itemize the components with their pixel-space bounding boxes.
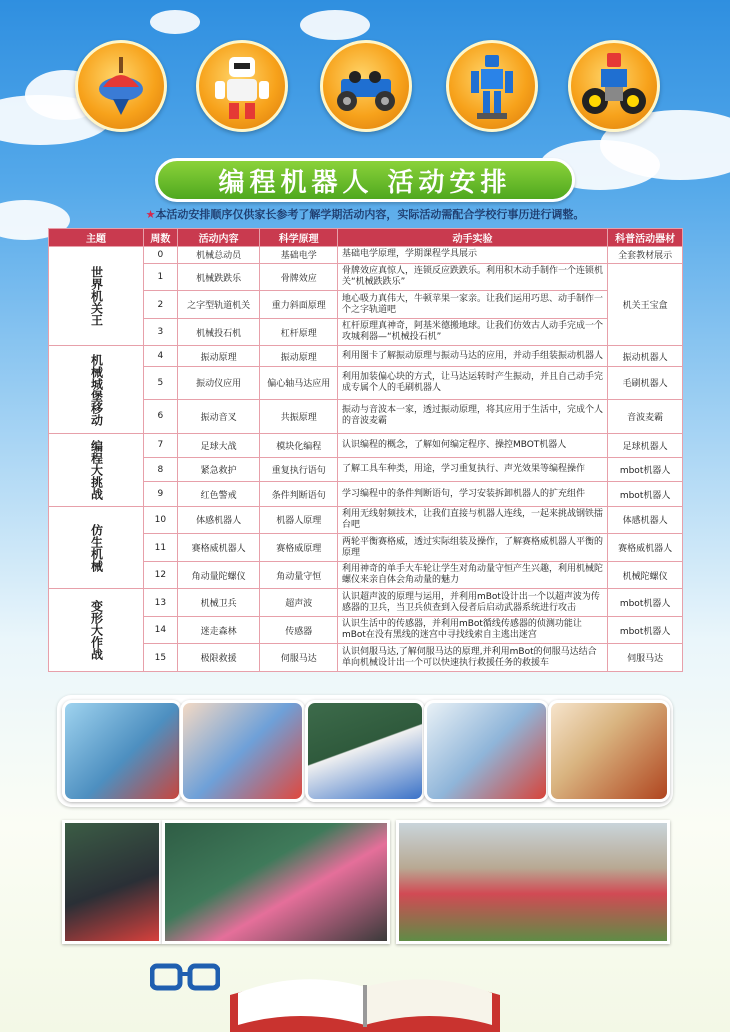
table-row: [49, 644, 683, 672]
experiment-cell: 认识超声波的原理与运用，并利用mBot设计出一个以超声波为传感器的卫兵，当卫兵侦查到入侵者后启动武器系统进行攻击: [337, 589, 607, 617]
content-cell: 红色警戒: [177, 482, 260, 506]
principle-cell: 重复执行语句: [260, 458, 337, 482]
experiment-cell: 利用加装偏心块的方式，让马达运转时产生振动，并且自己动手完成专属个人的毛刷机器人: [337, 366, 607, 399]
week-cell: 10: [144, 506, 178, 534]
material-cell: 毛刷机器人: [608, 366, 683, 399]
week-cell: 14: [144, 616, 178, 644]
principle-cell: 角动量守恒: [260, 561, 337, 589]
content-cell: 振动仪应用: [177, 366, 260, 399]
week-cell: 8: [144, 458, 178, 482]
week-cell: 3: [144, 318, 178, 346]
experiment-cell: 了解工具车种类，用途，学习重复执行、声光效果等编程操作: [337, 458, 607, 482]
theme-cell: 编程大挑战: [49, 433, 144, 506]
principle-cell: 偏心轴马达应用: [260, 366, 337, 399]
week-cell: 5: [144, 366, 178, 399]
week-cell: 6: [144, 400, 178, 434]
material-cell: mbot机器人: [608, 589, 683, 617]
table-row: [49, 247, 683, 264]
robot-icon: [196, 40, 288, 132]
week-cell: 13: [144, 589, 178, 617]
header-principle: 科学原理: [260, 229, 337, 247]
week-cell: 0: [144, 247, 178, 264]
glasses-icon: [150, 960, 220, 996]
content-cell: 足球大战: [177, 433, 260, 457]
week-cell: 4: [144, 346, 178, 366]
table-row: [49, 506, 683, 534]
header-material: 科普活动器材: [608, 229, 683, 247]
material-cell: 全套教材展示: [608, 247, 683, 264]
principle-cell: 振动原理: [260, 346, 337, 366]
principle-cell: 传感器: [260, 616, 337, 644]
week-cell: 2: [144, 291, 178, 319]
material-cell: 机械陀螺仪: [608, 561, 683, 589]
week-cell: 15: [144, 644, 178, 672]
classroom-photo: [180, 700, 305, 802]
cloud: [300, 10, 370, 40]
experiment-cell: 认识生活中的传感器，并利用mBot循线传感器的侦测功能让mBot在没有黑线的迷宫中寻找线索自主逃出迷宫: [337, 616, 607, 644]
experiment-cell: 学习编程中的条件判断语句，学习安装拆卸机器人的扩充组件: [337, 482, 607, 506]
table-row: [49, 616, 683, 644]
table-row: [49, 482, 683, 506]
content-cell: 紧急救护: [177, 458, 260, 482]
classroom-photo: [305, 700, 425, 802]
group-photo: [396, 820, 670, 944]
mbot-car-icon: [320, 40, 412, 132]
experiment-cell: 杠杆原理真神奇，阿基米德搬地球。让我们仿效古人动手完成一个攻城利器—“机械投石机”: [337, 318, 607, 346]
week-cell: 1: [144, 263, 178, 291]
table-row: [49, 263, 683, 291]
table-row: [49, 589, 683, 617]
cloud: [150, 10, 200, 34]
material-cell: 振动机器人: [608, 346, 683, 366]
content-cell: 机械卫兵: [177, 589, 260, 617]
table-header-row: [49, 229, 683, 247]
classroom-photo: [62, 700, 182, 802]
content-cell: 角动量陀螺仪: [177, 561, 260, 589]
table-row: [49, 534, 683, 562]
book-icon: [220, 955, 510, 1032]
content-cell: 极限救援: [177, 644, 260, 672]
header-experiment: 动手实验: [337, 229, 607, 247]
principle-cell: 基础电学: [260, 247, 337, 264]
theme-cell: 变形大作战: [49, 589, 144, 672]
principle-cell: 条件判断语句: [260, 482, 337, 506]
wheeled-robot-icon: [568, 40, 660, 132]
principle-cell: 机器人原理: [260, 506, 337, 534]
content-cell: 赛格威机器人: [177, 534, 260, 562]
principle-cell: 共振原理: [260, 400, 337, 434]
principle-cell: 赛格威原理: [260, 534, 337, 562]
material-cell: 伺服马达: [608, 644, 683, 672]
classroom-photo: [548, 700, 670, 802]
week-cell: 7: [144, 433, 178, 457]
table-row: [49, 433, 683, 457]
table-row: [49, 318, 683, 346]
experiment-cell: 利用神奇的单手大车轮让学生对角动量守恒产生兴趣，利用机械陀螺仪来亲自体会角动量的魅力: [337, 561, 607, 589]
schedule-table: [48, 228, 683, 672]
experiment-cell: 振动与音波本一家，透过振动原理，将其应用于生活中，完成个人的音波麦霸: [337, 400, 607, 434]
content-cell: 振动原理: [177, 346, 260, 366]
material-cell: 音波麦霸: [608, 400, 683, 434]
experiment-cell: 认识伺服马达,了解伺服马达的原理,并利用mBot的伺服马达结合单向机械设计出一个可以快速执行救援任务的救援车: [337, 644, 607, 672]
robot-icons-row: [0, 40, 730, 135]
content-cell: 振动音叉: [177, 400, 260, 434]
experiment-cell: 两轮平衡赛格威，透过实际组装及操作，了解赛格威机器人平衡的原理: [337, 534, 607, 562]
material-cell: 赛格威机器人: [608, 534, 683, 562]
spinning-top-icon: [75, 40, 167, 132]
material-cell: 体感机器人: [608, 506, 683, 534]
principle-cell: 骨牌效应: [260, 263, 337, 291]
experiment-cell: 骨牌效应真惊人，连锁反应跌跌乐。利用积木动手制作一个连锁机关“机械跌跌乐”: [337, 263, 607, 291]
header-content: 活动内容: [177, 229, 260, 247]
week-cell: 12: [144, 561, 178, 589]
theme-cell: 机械城堡移动: [49, 346, 144, 433]
material-cell: mbot机器人: [608, 482, 683, 506]
header-week: 周数: [144, 229, 178, 247]
table-row: [49, 458, 683, 482]
principle-cell: 伺服马达: [260, 644, 337, 672]
schedule-notice: [0, 206, 730, 222]
content-cell: 之字型轨道机关: [177, 291, 260, 319]
classroom-photo: [162, 820, 390, 944]
notice-text: 本活动安排顺序仅供家长参考了解学期活动内容，实际活动需配合学校行事历进行调整。: [155, 208, 585, 221]
star-icon: ★: [145, 208, 156, 221]
week-cell: 11: [144, 534, 178, 562]
week-cell: 9: [144, 482, 178, 506]
content-cell: 机械投石机: [177, 318, 260, 346]
theme-cell: 世界机关王: [49, 247, 144, 346]
material-cell: mbot机器人: [608, 458, 683, 482]
principle-cell: 杠杆原理: [260, 318, 337, 346]
table-row: [49, 400, 683, 434]
principle-cell: 模块化编程: [260, 433, 337, 457]
experiment-cell: 地心吸力真伟大，牛顿苹果一家亲。让我们运用巧思、动手制作一个之字轨道吧: [337, 291, 607, 319]
header-theme: 主题: [49, 229, 144, 247]
experiment-cell: 认识编程的概念，了解如何编定程序、操控MBOT机器人: [337, 433, 607, 457]
experiment-cell: 利用图卡了解振动原理与振动马达的应用，并动手组装振动机器人: [337, 346, 607, 366]
theme-cell: 仿生机械: [49, 506, 144, 589]
table-row: [49, 366, 683, 399]
table-row: [49, 346, 683, 366]
table-row: [49, 561, 683, 589]
principle-cell: 重力斜面原理: [260, 291, 337, 319]
content-cell: 机械总动员: [177, 247, 260, 264]
material-cell: mbot机器人: [608, 616, 683, 644]
humanoid-robot-icon: [446, 40, 538, 132]
content-cell: 机械跌跌乐: [177, 263, 260, 291]
material-cell: 足球机器人: [608, 433, 683, 457]
material-cell: 机关王宝盒: [608, 263, 683, 346]
classroom-photo: [424, 700, 549, 802]
table-row: [49, 291, 683, 319]
page-title: 编程机器人 活动安排: [155, 158, 575, 202]
content-cell: 体感机器人: [177, 506, 260, 534]
classroom-photo: [62, 820, 162, 944]
experiment-cell: 基础电学原理，学期课程学具展示: [337, 247, 607, 264]
content-cell: 迷走森林: [177, 616, 260, 644]
principle-cell: 超声波: [260, 589, 337, 617]
experiment-cell: 利用无线射频技术，让我们直接与机器人连线，一起来挑战钢铁擂台吧: [337, 506, 607, 534]
